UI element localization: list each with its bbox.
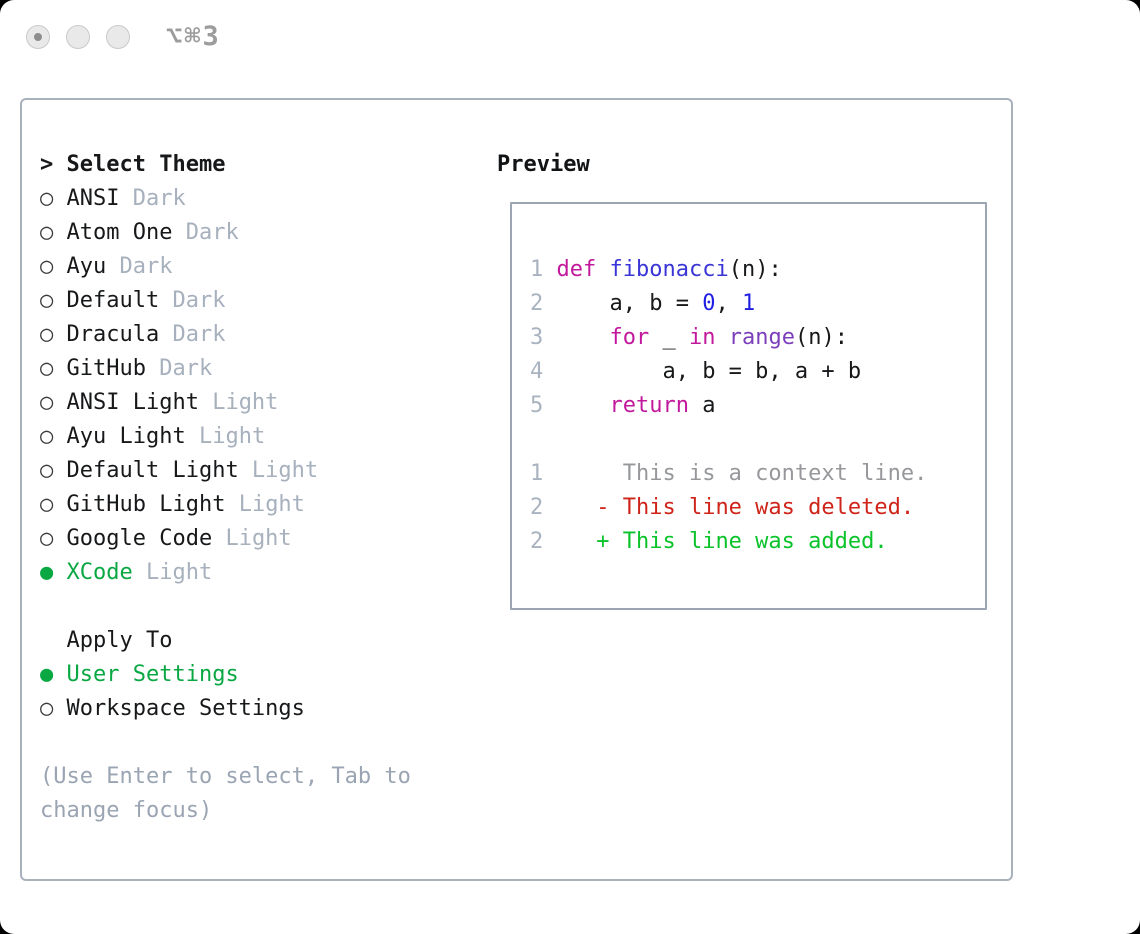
code-token-plain: , <box>715 291 742 316</box>
spacer <box>40 726 480 760</box>
theme-option-default-light[interactable] <box>40 454 480 488</box>
line-number: 4 <box>530 359 557 384</box>
radio-unselected-icon: ○ <box>40 288 67 313</box>
radio-unselected-icon: ○ <box>40 254 67 279</box>
radio-unselected-icon: ○ <box>40 424 67 449</box>
radio-unselected-icon: ○ <box>40 220 67 245</box>
option-label: Default Light <box>66 458 239 483</box>
code-line <box>530 491 927 525</box>
usage-hint-text: (Use Enter to select, Tab to change focus) <box>40 764 411 823</box>
titlebar <box>0 0 1140 74</box>
code-token-plain <box>596 257 609 282</box>
option-label: Atom One <box>66 220 173 245</box>
code-line <box>530 287 927 321</box>
code-line <box>530 355 927 389</box>
window-control-close-button[interactable] <box>26 25 50 49</box>
radio-unselected-icon: ○ <box>40 356 67 381</box>
variant-label: Dark <box>145 356 213 381</box>
variant-label: Dark <box>119 186 186 211</box>
line-number: 1 <box>530 461 557 486</box>
apply-option-workspace-settings[interactable] <box>40 692 480 726</box>
variant-label: Light <box>212 526 292 551</box>
code-line <box>530 253 927 287</box>
code-blank-line <box>530 423 927 457</box>
code-token-keyword: return <box>609 393 689 418</box>
line-number: 2 <box>530 495 557 520</box>
code-token-builtin: range <box>728 325 795 350</box>
variant-label: Dark <box>159 322 226 347</box>
option-label: ANSI Light <box>66 390 199 415</box>
option-label: ANSI <box>66 186 120 211</box>
line-number: 1 <box>530 257 557 282</box>
apply-option-user-settings[interactable] <box>40 658 480 692</box>
prompt-icon: > <box>40 152 54 177</box>
radio-unselected-icon: ○ <box>40 492 67 517</box>
window-control-zoom-button[interactable] <box>106 25 130 49</box>
radio-selected-icon: ● <box>40 662 67 687</box>
theme-option-github-light[interactable] <box>40 488 480 522</box>
code-token-function: fibonacci <box>609 257 729 282</box>
theme-option-ansi[interactable] <box>40 182 480 216</box>
theme-option-default[interactable] <box>40 284 480 318</box>
variant-label: Dark <box>172 220 239 245</box>
option-label: Google Code <box>66 526 213 551</box>
radio-unselected-icon: ○ <box>40 322 67 347</box>
select-theme-title: Select Theme <box>66 152 226 177</box>
spacer <box>40 590 480 624</box>
line-number: 5 <box>530 393 557 418</box>
code-token-plain: (n): <box>728 257 782 282</box>
option-label: Default <box>66 288 160 313</box>
code-token-plain <box>557 325 610 350</box>
option-label: GitHub Light <box>66 492 226 517</box>
theme-option-ayu[interactable] <box>40 250 480 284</box>
code-line <box>530 457 927 491</box>
code-line <box>530 389 927 423</box>
variant-label: Light <box>225 492 305 517</box>
theme-option-github[interactable] <box>40 352 480 386</box>
option-label: GitHub <box>66 356 146 381</box>
option-label: XCode <box>66 560 133 585</box>
code-token-added: + This line was added. <box>556 529 888 554</box>
code-token-number: 0 <box>702 291 716 316</box>
theme-option-ayu-light[interactable] <box>40 420 480 454</box>
code-token-plain: a <box>688 393 716 418</box>
apply-to-header: Apply To <box>66 628 173 653</box>
code-token-plain: a, b = b, a + b <box>556 359 862 384</box>
code-line <box>530 321 927 355</box>
theme-option-dracula[interactable] <box>40 318 480 352</box>
code-token-keyword: in <box>688 325 716 350</box>
option-label: Ayu Light <box>66 424 186 449</box>
theme-option-atom-one[interactable] <box>40 216 480 250</box>
code-token-keyword: for <box>609 325 650 350</box>
option-label: User Settings <box>66 662 239 687</box>
code-line <box>530 525 927 559</box>
theme-option-ansi-light[interactable] <box>40 386 480 420</box>
radio-unselected-icon: ○ <box>40 696 67 721</box>
option-label: Workspace Settings <box>66 696 305 721</box>
code-token-deleted: - This line was deleted. <box>556 495 915 520</box>
variant-label: Dark <box>159 288 226 313</box>
select-theme-header <box>40 148 480 182</box>
code-token-plain <box>715 325 728 350</box>
variant-label: Dark <box>106 254 173 279</box>
preview-code <box>530 253 927 559</box>
code-token-number: 1 <box>741 291 756 316</box>
code-token-keyword: def <box>556 257 597 282</box>
preview-title: Preview <box>497 152 590 177</box>
option-label: Ayu <box>66 254 107 279</box>
radio-unselected-icon: ○ <box>40 186 67 211</box>
radio-unselected-icon: ○ <box>40 526 67 551</box>
line-number: 3 <box>530 325 557 350</box>
keyboard-shortcut-label: ⌥⌘3 <box>166 21 221 52</box>
theme-list-column <box>40 148 480 828</box>
theme-selector-panel <box>20 98 1013 881</box>
radio-unselected-icon: ○ <box>40 390 67 415</box>
apply-to-list <box>40 658 480 726</box>
window-control-minimize-button[interactable] <box>66 25 90 49</box>
code-token-plain <box>557 393 610 418</box>
active-dot <box>34 33 42 41</box>
theme-option-google-code[interactable] <box>40 522 480 556</box>
radio-unselected-icon: ○ <box>40 458 67 483</box>
theme-list <box>40 182 480 590</box>
line-number: 2 <box>530 291 557 316</box>
variant-label: Light <box>238 458 319 483</box>
option-label: Dracula <box>66 322 160 347</box>
code-token-plain: _ <box>649 325 689 350</box>
theme-option-xcode[interactable] <box>40 556 480 590</box>
variant-label: Light <box>198 390 279 415</box>
variant-label: Light <box>132 560 213 585</box>
code-token-context: This is a context line. <box>556 461 928 486</box>
line-number: 2 <box>530 529 557 554</box>
variant-label: Light <box>185 424 266 449</box>
code-token-plain: (n): <box>794 325 848 350</box>
code-token-plain: a, b = <box>556 291 703 316</box>
radio-selected-icon: ● <box>40 560 67 585</box>
preview-box <box>510 202 987 610</box>
